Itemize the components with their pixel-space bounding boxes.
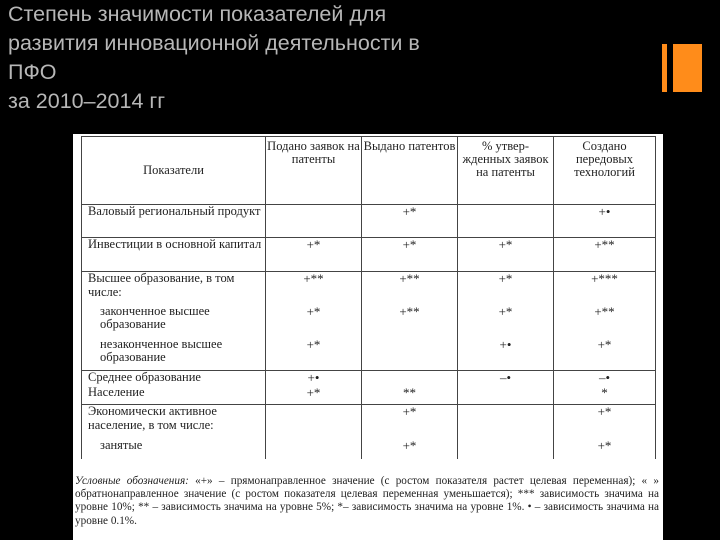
significance-mark: +** [554,305,656,338]
significance-mark: –• [554,371,656,386]
table-row [82,405,656,439]
significance-mark: +* [554,439,656,459]
scanned-table-image [73,134,663,540]
significance-mark [266,405,362,439]
title-line-1: Степень значимости показателей для [8,2,387,26]
significance-mark: +** [554,238,656,272]
significance-mark: +* [266,305,362,338]
significance-mark: +* [362,238,458,272]
significance-mark: +* [554,338,656,371]
table-row [82,238,656,272]
significance-mark: +* [362,205,458,238]
significance-mark: +** [266,272,362,305]
orange-bar-thin [662,44,667,92]
header-indicators: Показатели [82,137,266,205]
significance-mark: * [554,386,656,405]
table-row [82,439,656,459]
significance-mark: +* [362,439,458,459]
significance-mark: +* [362,405,458,439]
significance-table [81,136,656,459]
table-row [82,205,656,238]
title-line-2: развития инновационной деятельности в [8,31,420,55]
row-label: Среднее образование [82,371,266,386]
title-line-3: ПФО [8,60,57,84]
significance-mark [458,405,554,439]
table-row [82,338,656,371]
orange-bar-wide [673,44,702,92]
row-label: законченное высшее образование [82,305,266,338]
significance-mark: +* [458,305,554,338]
row-label: занятые [82,439,266,459]
orange-bars-decoration [662,44,702,92]
significance-mark: +* [458,238,554,272]
header-patents: Выдано патентов [362,137,458,205]
significance-mark: +** [362,305,458,338]
significance-mark [362,338,458,371]
significance-mark: ** [362,386,458,405]
title-line-4: за 2010–2014 гг [8,89,166,113]
significance-mark [362,371,458,386]
legend-label: Условные обозначения: [75,475,189,487]
significance-mark: +** [362,272,458,305]
significance-mark: +* [266,338,362,371]
significance-mark [266,439,362,459]
significance-mark [458,205,554,238]
significance-mark: +*** [554,272,656,305]
row-label: Население [82,386,266,405]
legend-note [75,475,659,528]
significance-mark [458,386,554,405]
significance-mark: +• [458,338,554,371]
row-label: Валовый региональный продукт [82,205,266,238]
significance-mark: +* [266,386,362,405]
table-header-row [82,137,656,205]
table-row [82,305,656,338]
significance-mark [266,205,362,238]
row-label: незаконченное высшее образование [82,338,266,371]
significance-mark [458,439,554,459]
significance-mark: –• [458,371,554,386]
significance-mark: +• [554,205,656,238]
significance-mark: +* [458,272,554,305]
significance-mark: +* [266,238,362,272]
header-approved: % утвер-жденных заявок на патенты [458,137,554,205]
legend-text: «+» – прямонаправленное значение (с ростом показателя растет целевая переменная); « » обратнонаправленное значение (с ростом показателя целевая переменная уменьшается); *** зависимость значима на уровне 10%; ** – зависимость значима на уровне 5%; *– зависимость значима на уровне 1%. • – зависимость значима на уровне 0.1%. [75,475,659,527]
header-applications: Подано заявок на патенты [266,137,362,205]
significance-mark: +* [554,405,656,439]
row-label: Инвестиции в основной капитал [82,238,266,272]
slide-title [8,0,568,116]
table-row [82,371,656,386]
table-row [82,272,656,305]
header-technologies: Создано передовых технологий [554,137,656,205]
row-label: Экономически активное население, в том числе: [82,405,266,439]
significance-mark: +• [266,371,362,386]
table-row [82,386,656,405]
row-label: Высшее образование, в том числе: [82,272,266,305]
